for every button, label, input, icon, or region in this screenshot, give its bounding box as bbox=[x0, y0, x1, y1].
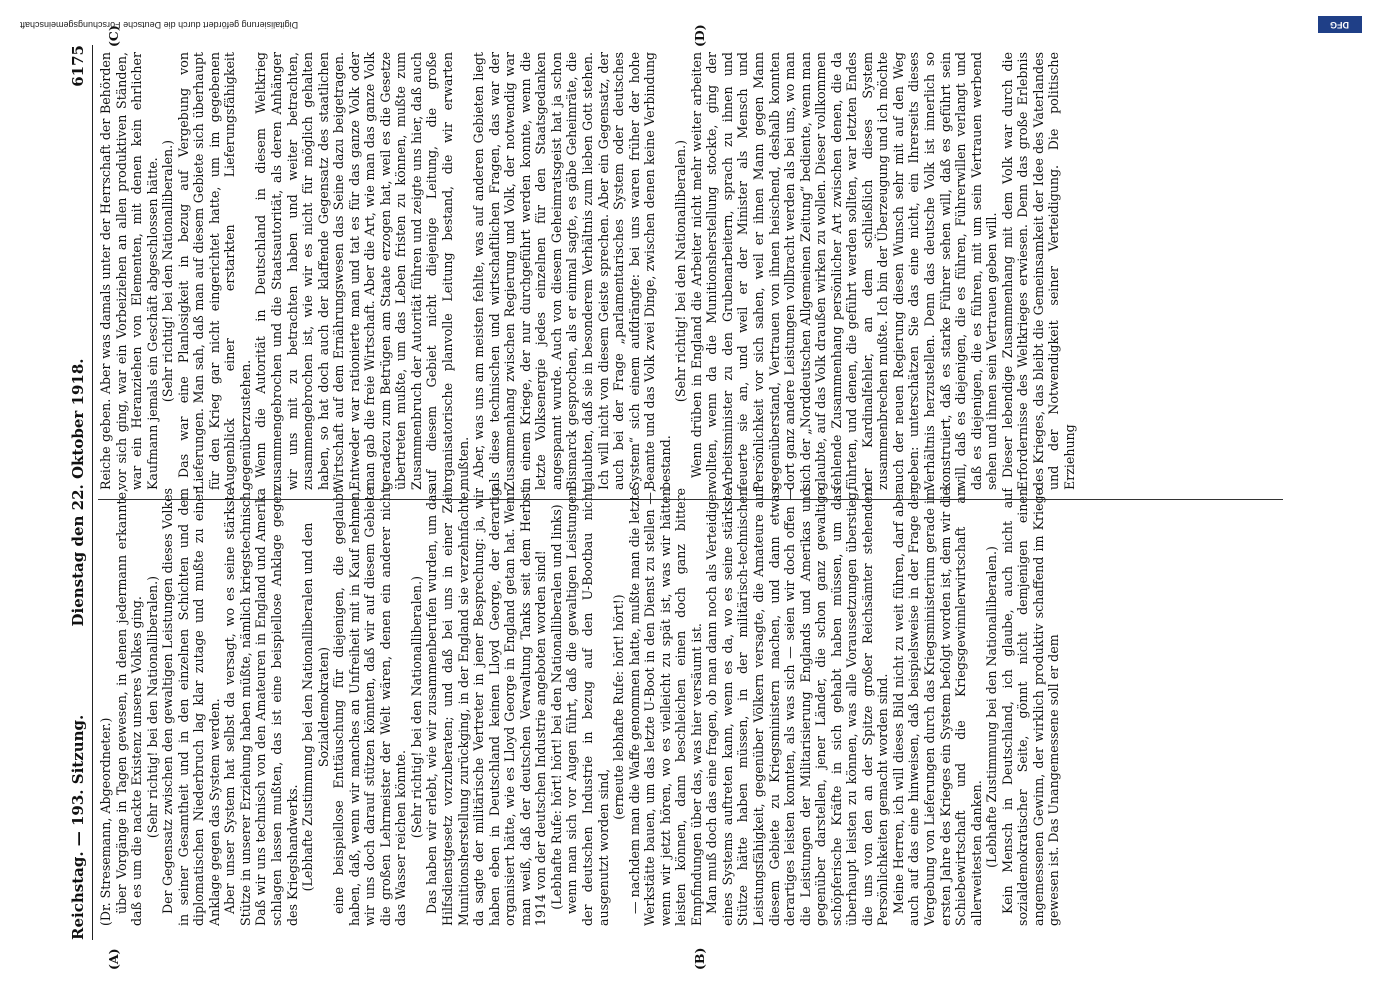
running-head-title: Reichstag. — 193. Sitzung. bbox=[69, 714, 87, 940]
interjection: (Sehr richtig! bei den Nationalliberalen.) bbox=[160, 139, 176, 403]
margin-mark-b: (B) bbox=[692, 947, 707, 970]
paragraph: Das war eine Planlosigkeit in bezug auf Vergebung von Lieferungen. Man sah, daß man auf diesem Gebiete sich überhaupt für den Krieg gar nicht eingerichtet hatte, um im gegebenen Augenblick einer erstarkten Lieferungsfähigkeit gegenüberzustehen. bbox=[175, 52, 253, 490]
paragraph: Aber, was uns am meisten fehlte, was auf anderen Gebieten liegt als diese technischen und wirtschaftlichen Fragen, das war der Zusammenhang zwischen Regierung und Volk, der notwendig war in einem Kriege, der nur durchgeführt werden konnte, wenn die letzte Volksenergie jedes einzelnen für den Staatsgedanken angespannt wurde. Auch von diesem Geheimratsgeist hat ja schon Bismarck gesprochen, als er einmal sagte, es gäbe Geheimräte, die glaubten, daß sie in besonderem Verhältnis zum lieben Gott stehen. Ich will nicht von diesem Geiste sprechen. Aber ein Gegensatz, der auch bei der Frage „parlamentarisches System oder deutsches System“ sich einem aufdrängte: bei uns waren früher der hohe Beamte und das Volk zwei Dinge, zwischen denen keine Verbindung bestand. bbox=[471, 52, 673, 490]
interjection: (Lebhafte Zustimmung bei den Nationalliberalen.) bbox=[984, 546, 1000, 868]
paragraph: Wenn drüben in England die Arbeiter nicht mehr weiter arbeiten wollten, wenn da die Munitionsherstellung stockte, ging der Arbeitsminister zu den Grubenarbeitern, sprach zu ihnen und feuerte sie an, und weil er der Minister als Mensch und Persönlichkeit vor sich sahen, weil er ihnen Mann gegen Mann gegenüberstand, Vertrauen von ihnen heischend, deshalb konnten dort ganz andere Leistungen vollbracht werden als bei uns, wo man sich der „Norddeutschen Allgemeinen Zeitung“ bediente, wenn man glaubte, auf das Volk draußen wirken zu wollen. Dieser vollkommen fehlende Zusammenhang persönlicher Art zwischen denen, die da führten, und denen, die geführt werden sollten, war letzten Endes der Kardinalfehler, an dem schließlich dieses System zusammenbrechen mußte. Ich bin der Überzeugung und ich möchte auch der neuen Regierung diesen Wunsch sehr mit auf den Weg geben: unterschätzen Sie das eine nicht, ein Ihrerseits dieses Verhältnis herzustellen. Denn das deutsche Volk ist innerlich so konstruiert, daß es starke Führer sehen will, daß es geführt sein will, daß es diejenigen, die es führen, Führerwillen verlangt und daß es diejenigen, die es führen, mit um sein Vertrauen werbend sehen und ihnen sein Vertrauen geben will. bbox=[688, 52, 1000, 490]
paragraph: Das haben wir erlebt, wie wir zusammenberufen wurden, um das Hilfsdienstgesetz vorzuberaten; und daß bei uns in einer Zeit Munitionsherstellung zurückging, in der England sie verzehnfachte, da sagte der militärische Vertreter in jener Besprechung: ja, wir haben eben in Deutschland keinen Lloyd George, der derartig organisiert hätte, wie es Lloyd George in England getan hat. Wenn man weiß, daß der deutschen Verwaltung Tanks seit dem Herbst 1914 von der deutschen Industrie angeboten worden sind! bbox=[424, 488, 549, 926]
paragraph: wenn man sich vor Augen führt, daß die gewaltigen Leistungen der deutschen Industrie in bezug auf den U-Bootbau nicht ausgenutzt worden sind, bbox=[564, 488, 611, 926]
left-column bbox=[98, 488, 1283, 926]
running-head bbox=[62, 45, 93, 940]
paragraph: über Vorgänge in Tagen gewesen, in denen jedermann erkannte, daß es um die nackte Existenz unseres Volkes ging. bbox=[113, 488, 145, 926]
column-divider bbox=[98, 499, 1283, 500]
paragraph: Dieser lebendige Zusammenhang mit dem Volk war durch die Erfordernisse des Weltkrieges erwiesen. Denn das große Erlebnis des Krieges, das bleibt die Gemeinsamkeit der Idee des Vaterlandes und der Notwendigkeit seiner Verteidigung. Die politische Erziehung bbox=[999, 52, 1077, 490]
page-number: 6175 bbox=[69, 45, 87, 87]
interjection: (erneute lebhafte Rufe: hört! hört!) bbox=[611, 594, 627, 820]
paragraph: Der Gegensatz zwischen den gewaltigen Leistungen dieses Volkes in seiner Gesamtheit und in den einzelnen Schichten und dem diplomatischen Niederbruch lag klar zutage und mußte zu einer Anklage gegen das System werden. bbox=[160, 488, 222, 926]
margin-mark-d: (D) bbox=[692, 24, 707, 47]
interjection: (Lebhafte Zustimmung bei den Nationalliberalen und den Sozialdemokraten) bbox=[300, 522, 331, 892]
interjection: (Sehr richtig! bei den Nationalliberalen.) bbox=[673, 139, 689, 403]
running-head-date: Dienstag den 22. Oktober 1918. bbox=[69, 358, 87, 627]
paragraph: Kein Mensch in Deutschland, ich glaube, auch nicht auf sozialdemokratischer Seite, gönnt nicht demjenigen einen angemessenen Gewinn, der wirklich produktiv schaffend im Kriege gewesen ist. Das Unangemessene soll er dem bbox=[999, 488, 1062, 926]
margin-mark-c: (C) bbox=[106, 25, 121, 47]
digitization-notice: Digitalisierung gefördert durch die Deutsche Forschungsgemeinschaft bbox=[20, 20, 299, 30]
right-column bbox=[98, 52, 1283, 490]
interjection: (Lebhafte Rufe: hört! hört! bei den Nationalliberalen und links) bbox=[548, 504, 564, 910]
paragraph: — nachdem man die Waffe genommen hatte, mußte man die letzte Werkstätte bauen, um das letzte U-Boot in den Dienst zu stellen —, wenn wir jetzt hören, wo es vielleicht zu spät ist, was wir hätten leisten können, dann beschleichen einen doch ganz bittere Empfindungen über das, was hier versäumt ist. bbox=[626, 488, 704, 926]
margin-mark-a: (A) bbox=[106, 948, 121, 970]
interjection: (Sehr richtig! bei den Nationalliberalen.) bbox=[408, 575, 424, 839]
interjection: (Sehr richtig! bei den Nationalliberalen.) bbox=[144, 575, 160, 839]
paragraph: Aber unser System hat selbst da versagt, wo es seine stärkste Stütze in unserer Erziehung haben müßte, nämlich kriegstechnisch. Daß wir uns technisch von den Amateuren in England und Amerika schlagen lassen mußten, das ist eine beispiellose Anklage gegen des Kriegshandwerks. bbox=[222, 488, 300, 926]
paragraph: (Dr. Stresemann, Abgeordneter.) bbox=[98, 717, 113, 926]
dfg-logo: DFG bbox=[1318, 16, 1362, 33]
paragraph: Man muß doch das eine fragen, ob man dann noch als Verteidiger eines Systems auftreten kann, wenn es da, wo es seine stärkste Stütze hätte haben müssen, in der militärisch-technischen Leistungsfähigkeit, gegenüber Völkern versagte, die Amateure auf diesem Gebiete zu Kriegsministern machen, und dann etwas derartiges leisten konnten, als was sich — seien wir doch offen — die Leistungen der Militarisierung Englands und Amerikas und gegenüber darstellen, jener Länder, die schon ganz gewaltige schöpferische Kräfte in sich gehabt haben müssen, um das überhaupt leisten zu können, was alle Voraussetzungen überstieg, die uns von den an der Spitze großer Reichsämter stehenden Persönlichkeiten gemacht worden sind. bbox=[704, 488, 891, 926]
paragraph: Reiche geben. Aber was damals unter der Herrschaft der Behörden vor sich ging, war ein Vorbeiziehen an allen produktiven Ständen, war ein Heranziehen von Elementen, mit denen kein ehrlicher Kaufmann jemals ein Geschäft abgeschlossen hätte. bbox=[98, 52, 160, 490]
paragraph: eine beispiellose Enttäuschung für diejenigen, die geglaubt haben, daß, wenn wir manches an Unfreiheit mit in Kauf nehmen, wir uns doch darauf stützen könnten, daß wir auf diesem Gebiete die großen Lehrmeister der Welt wären, denen ein anderer nicht das Wasser reichen könnte. bbox=[331, 488, 409, 926]
paragraph: Wenn die Autorität in Deutschland in diesem Weltkrieg zusammengebrochen und die Staatsautorität, als deren Anhänger wir uns mit zu betrachten haben und weiter betrachten, zusammengebrochen ist, wie wir es nicht für möglich gehalten haben, so hat doch auch der klaffende Gegensatz des staatlichen Wirtschaft auf dem Ernährungswesen das Seine dazu beigetragen. Entweder war rationierte man und tat es für das ganze Volk oder man gab die freie Wirtschaft. Aber die Art, wie man das ganze Volk geradezu zum Betrügen am Staate erzogen hat, weil es die Gesetze übertreten mußte, um das Leben fristen zu können, mußte zum Zusammenbruch der Autorität führen und zeigte uns hier, daß auch auf diesem Gebiet nicht diejenige Leitung, die große organisatorische planvolle Leitung bestand, die wir erwarten mußten. bbox=[253, 52, 471, 490]
paragraph: Meine Herren, ich will dieses Bild nicht zu weit führen, darf aber auch auf das eine hinweisen, daß beispielsweise in der Frage der Vergebung von Lieferungen durch das Kriegsministerium gerade im ersten Jahre des Krieges ein System befolgt worden ist, dem wir die Schiebewirtschaft und die Kriegsgewinnlerwirtschaft an allerweitesten danken. bbox=[890, 488, 984, 926]
